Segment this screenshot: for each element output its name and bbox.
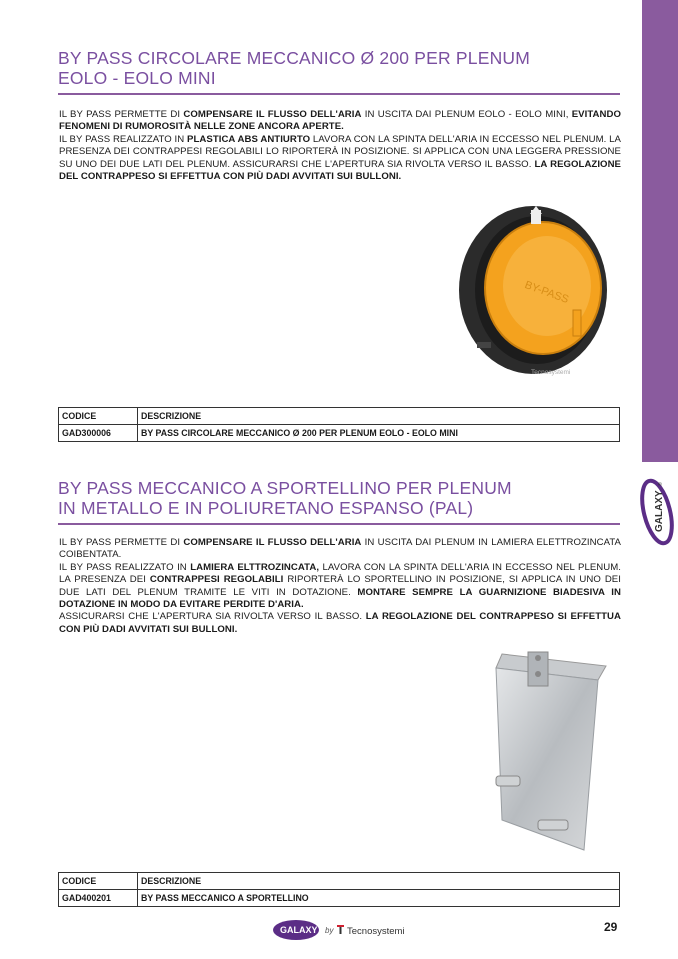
section2-code-table	[58, 872, 620, 907]
section1-title-line1: BY PASS CIRCOLARE MECCANICO Ø 200 PER PLENUM	[58, 48, 531, 68]
header-description: DESCRIZIONE	[138, 873, 620, 890]
section1-rule	[58, 93, 620, 95]
section1-code-table	[58, 407, 620, 442]
section1-title-line2: EOLO - EOLO MINI	[58, 68, 216, 88]
tecnosystemi-logo-icon	[337, 925, 344, 927]
footer-logos	[272, 916, 412, 944]
section1-title	[58, 48, 628, 88]
sidebar-brand: GALAXY	[654, 490, 665, 532]
section2-paragraph2: IL BY PASS REALIZZATO IN LAMIERA ELTTROZINCATA, LAVORA CON LA SPINTA DELL'ARIA IN ECCESSO NEL PLENUM. LA PRESENZA DEI CONTRAPPESI REGOLABILI RIPORTERÀ LO SPORTELLINO IN POSIZIONE, SI APPLICA IN UNO DEI DUE LATI DEL PLENUM TRAMITE LE VITI IN DOTAZIONE. MONTARE SEMPRE LA GUARNIZIONE BIADESIVA IN DOTAZIONE IN MODO DA EVITARE PERDITE D'ARIA.	[59, 561, 622, 611]
section2-rule	[58, 523, 620, 525]
page-number: 29	[604, 920, 618, 934]
row-description: BY PASS CIRCOLARE MECCANICO Ø 200 PER PLENUM EOLO - EOLO MINI	[138, 425, 620, 442]
table-row	[59, 890, 620, 907]
round-bypass-image	[455, 202, 615, 380]
section2-title	[58, 478, 628, 518]
table-row	[59, 425, 620, 442]
section2-paragraph1: IL BY PASS PERMETTE DI COMPENSARE IL FLUSSO DELL'ARIA IN USCITA DAI PLENUM IN LAMIERA ELETTROZINCATA COIBENTATA.	[59, 537, 621, 561]
section1-paragraph1: IL BY PASS PERMETTE DI COMPENSARE IL FLUSSO DELL'ARIA IN USCITA DAI PLENUM EOLO - EOLO MINI, EVITANDO FENOMENI DI RUMOROSITÀ NELLE ZONE ANCORA APERTE.	[59, 109, 621, 133]
section1-paragraph2: IL BY PASS REALIZZATO IN PLASTICA ABS ANTIURTO LAVORA CON LA SPINTA DELL'ARIA IN ECCESSO NEL PLENUM. LA PRESENZA DEI CONTRAPPESI REGOLABILI LO RIPORTERÀ IN POSIZIONE. SI APPLICA CON UNA LEGGERA PRESSIONE SU UNO DEI DUE LATI DEL PLENUM. ASSICURARSI CHE L'APERTURA SIA RIVOLTA VERSO IL BASSO. LA REGOLAZIONE DEL CONTRAPPESO SI EFFETTUA CON PIÙ DADI AVVITATI SUI BULLONI.	[59, 133, 621, 183]
table-header-row	[59, 873, 620, 890]
section1-description	[59, 109, 621, 183]
footer-tecnosystemi: Tecnosystemi	[347, 926, 405, 937]
sidebar-tab	[642, 0, 678, 462]
section2-paragraph3: ASSICURARSI CHE L'APERTURA SIA RIVOLTA VERSO IL BASSO. LA REGOLAZIONE DEL CONTRAPPESO SI EFFETTUA CON PIÙ DADI AVVITATI SUI BULLONI.	[59, 611, 622, 635]
header-description: DESCRIZIONE	[138, 408, 620, 425]
section2-title-line1: BY PASS MECCANICO A SPORTELLINO PER PLENUM	[58, 478, 512, 498]
round-bypass-brand: Tecnosystemi	[531, 369, 571, 376]
row-code: GAD300006	[59, 425, 138, 442]
footer-galaxy: GALAXY	[280, 925, 318, 935]
section2-description	[59, 537, 621, 636]
galaxy-side-logo	[640, 474, 676, 546]
section2-title-line2: IN METALLO E IN POLIURETANO ESPANSO (PAL)	[58, 498, 474, 518]
row-code: GAD400201	[59, 890, 138, 907]
footer-by: by	[325, 926, 334, 935]
row-description: BY PASS MECCANICO A SPORTELLINO	[138, 890, 620, 907]
flap-bypass-image	[488, 644, 612, 854]
header-code: CODICE	[59, 873, 138, 890]
sidebar-brand-mark: ®	[658, 482, 664, 486]
header-code: CODICE	[59, 408, 138, 425]
svg-text:BY-PASS: BY-PASS	[523, 279, 571, 306]
table-header-row	[59, 408, 620, 425]
